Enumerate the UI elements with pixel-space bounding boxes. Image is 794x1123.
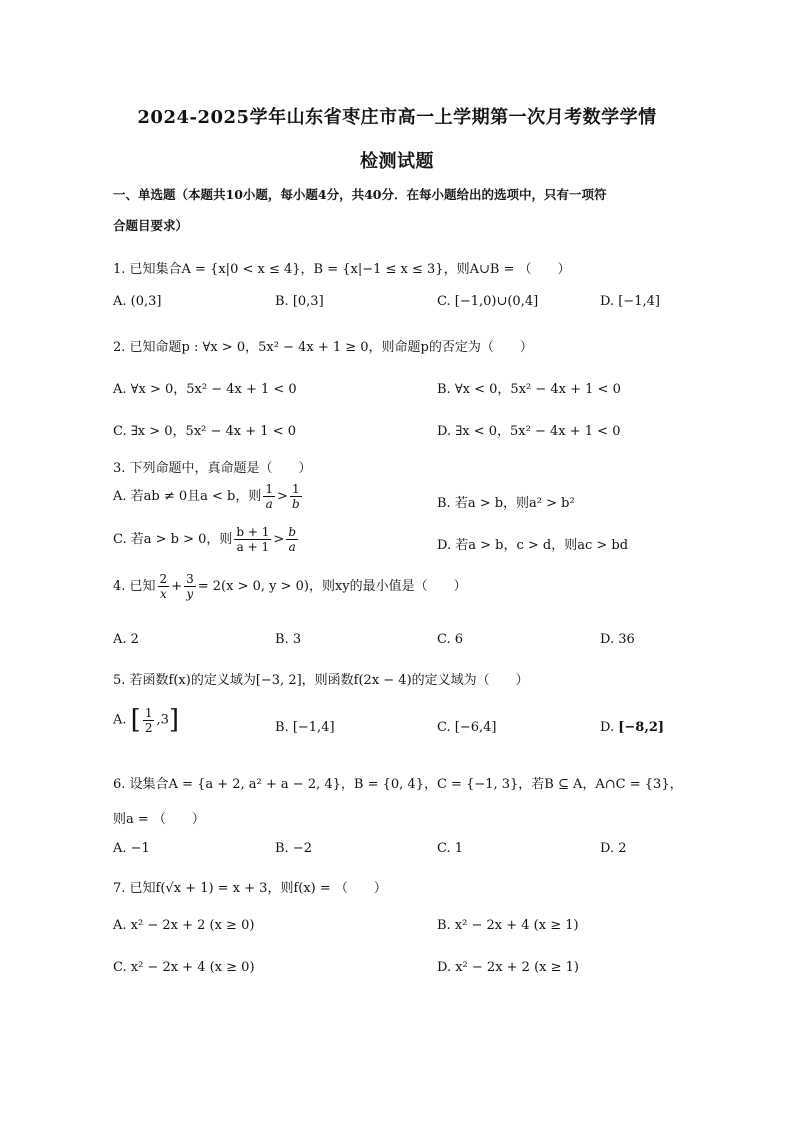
q4-option-b: B. 3 [275, 632, 302, 647]
q2-option-d: D. ∃x < 0，5x² − 4x + 1 < 0 [437, 424, 621, 439]
q4-stem-suffix: = 2(x > 0, y > 0)，则xy的最小值是（ ） [197, 579, 467, 594]
q4-option-a: A. 2 [113, 632, 139, 647]
q3-option-a-relation: > [277, 489, 288, 504]
question-3-stem: 3. 下列命题中，真命题是（ ） [113, 461, 312, 476]
q4-plus: + [171, 579, 183, 594]
question-6-stem-cont: 则a = （ ） [113, 812, 205, 827]
frac-numerator: 2 [159, 572, 168, 586]
frac-numerator: 3 [186, 572, 194, 586]
section-heading: 一、单选题（本题共10小题，每小题4分，共40分．在每小题给出的选项中，只有一项符 [113, 187, 607, 202]
q1-option-d: D. [−1,4] [600, 294, 660, 309]
left-bracket-icon: [ [130, 705, 141, 735]
paper-title-line1: 2024-2025学年山东省枣庄市高一上学期第一次月考数学学情 [137, 107, 657, 128]
q3-option-c-relation: > [273, 532, 285, 547]
question-1-stem: 1. 已知集合A = {x|0 < x ≤ 4}，B = {x|−1 ≤ x ≤ 3}，则A∪B = （ ） [113, 262, 571, 277]
q3-option-c-frac1 [234, 525, 271, 554]
q5-option-b: B. [−1,4] [275, 720, 335, 735]
q3-option-c [113, 525, 300, 554]
q5-option-a-label: A. [113, 712, 127, 728]
frac-denominator: x [159, 587, 167, 601]
question-6-stem: 6. 设集合A = {a + 2, a² + a − 2, 4}，B = {0, 4}，C = {−1, 3}，若B ⊆ A，A∩C = {3}， [113, 777, 683, 792]
frac-denominator: b [291, 497, 300, 511]
q3-option-a-text: A. 若ab ≠ 0且a < b，则 [113, 489, 262, 504]
frac-numerator: b + 1 [236, 525, 270, 539]
q3-option-a [113, 482, 304, 511]
q5-option-d-value: [−8,2] [618, 720, 665, 735]
q3-option-a-frac2 [290, 482, 302, 511]
q2-option-b: B. ∀x < 0，5x² − 4x + 1 < 0 [437, 382, 621, 397]
frac-denominator: y [186, 587, 194, 601]
q7-option-d: D. x² − 2x + 2 (x ≥ 1) [437, 960, 579, 975]
q3-option-c-frac2 [286, 525, 298, 554]
q5-option-d-label: D. [600, 720, 615, 735]
right-bracket-icon: ] [168, 705, 180, 735]
q4-option-d: D. 36 [600, 632, 635, 647]
q3-option-c-text: C. 若a > b > 0，则 [113, 532, 233, 547]
q5-option-d [600, 720, 664, 735]
frac-denominator: a + 1 [236, 540, 270, 554]
q5-option-a [113, 705, 179, 735]
q7-option-c: C. x² − 2x + 4 (x ≥ 0) [113, 960, 255, 975]
question-5-stem: 5. 若函数f(x)的定义域为[−3, 2]，则函数f(2x − 4)的定义域为（ ） [113, 673, 529, 688]
q1-option-a: A. (0,3] [113, 294, 162, 309]
section-heading-cont: 合题目要求） [113, 218, 189, 233]
q3-option-a-frac1 [263, 482, 275, 511]
frac-numerator: 1 [290, 482, 302, 497]
q5-option-a-upper: ,3 [156, 712, 169, 728]
q5-option-a-frac [143, 706, 155, 735]
paper-title-line2: 检测试题 [360, 151, 434, 172]
question-4-stem [113, 572, 467, 601]
q6-option-b: B. −2 [275, 841, 312, 856]
frac-denominator: a [265, 497, 273, 511]
frac-numerator: 1 [265, 482, 274, 496]
q1-option-c: C. [−1,0)∪(0,4] [437, 294, 539, 309]
q7-option-a: A. x² − 2x + 2 (x ≥ 0) [113, 918, 255, 933]
q2-option-c: C. ∃x > 0，5x² − 4x + 1 < 0 [113, 424, 296, 439]
question-7-stem: 7. 已知f(√x + 1) = x + 3，则f(x) = （ ） [113, 881, 387, 896]
q6-option-c: C. 1 [437, 841, 464, 856]
q4-frac2 [184, 572, 196, 601]
frac-denominator: 2 [144, 720, 153, 735]
q1-option-b: B. [0,3] [275, 294, 324, 309]
q4-stem-prefix: 4. 已知 [113, 579, 156, 594]
q2-option-a: A. ∀x > 0，5x² − 4x + 1 < 0 [113, 382, 297, 397]
q5-option-c: C. [−6,4] [437, 720, 497, 735]
q6-option-d: D. 2 [600, 841, 627, 856]
frac-numerator: b [288, 525, 296, 539]
q7-option-b: B. x² − 2x + 4 (x ≥ 1) [437, 918, 579, 933]
question-2-stem: 2. 已知命题p : ∀x > 0，5x² − 4x + 1 ≥ 0，则命题p的否定为（ ） [113, 340, 533, 355]
q3-option-b: B. 若a > b，则a² > b² [437, 496, 575, 511]
q4-frac1 [158, 572, 170, 601]
q3-option-d: D. 若a > b，c > d，则ac > bd [437, 538, 629, 553]
frac-numerator: 1 [144, 705, 153, 720]
frac-denominator: a [288, 540, 296, 554]
q4-option-c: C. 6 [437, 632, 464, 647]
q6-option-a: A. −1 [113, 841, 150, 856]
